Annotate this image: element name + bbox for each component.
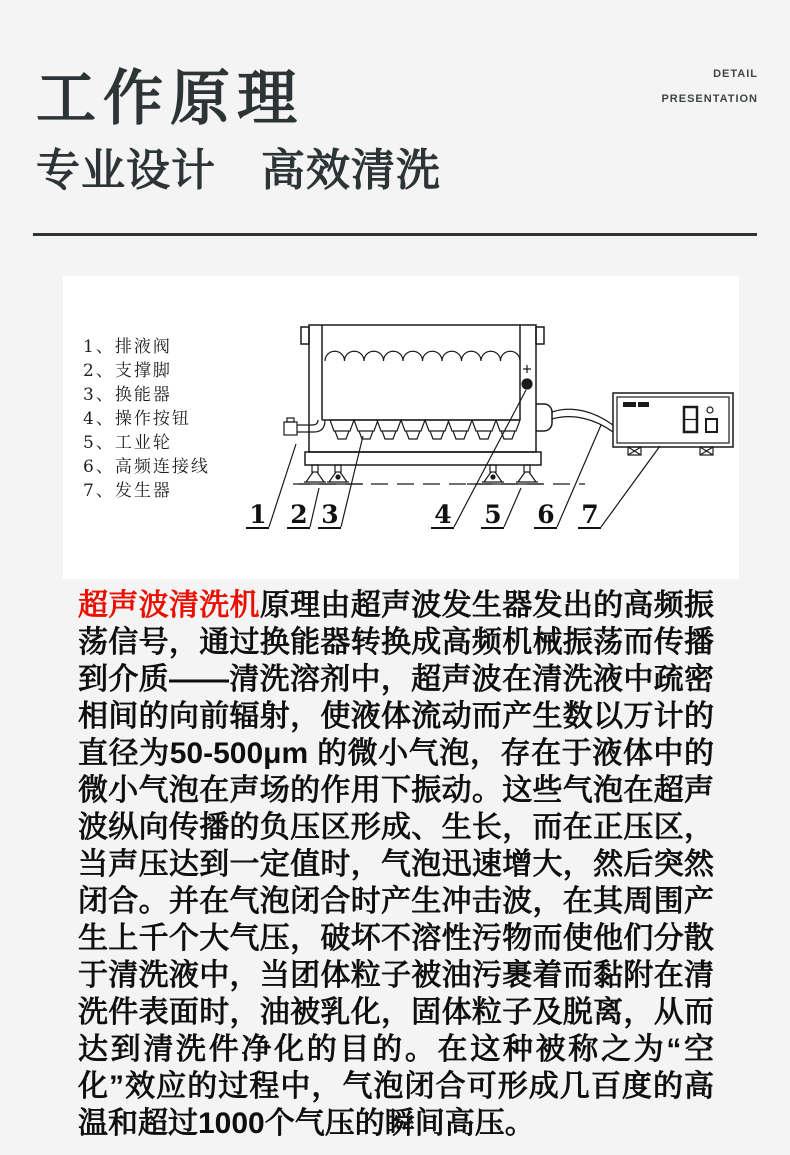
callout-3: 3 (321, 500, 339, 529)
operation-button (522, 365, 532, 389)
wheel-left (335, 474, 340, 479)
page-subtitle: 专业设计 高效清洗 (36, 146, 441, 195)
wheel-right (490, 474, 495, 479)
callout-1: 1 (249, 500, 267, 529)
legend-item-generator: 7、发生器 (83, 481, 172, 501)
callout-7: 7 (581, 500, 599, 529)
power-switch (706, 419, 717, 432)
support-feet (293, 465, 585, 484)
generator-feet (628, 447, 713, 455)
liquid-wave-line (325, 351, 520, 361)
detail-presentation-tag (661, 62, 758, 112)
article-body-text: 原理由超声波发生器发出的高频振荡信号，通过换能器转换成高频机械振荡而传播到介质——清洗溶剂中，超声波在清洗液中疏密相间的向前辐射，使液体流动而产生数以万计的直径为50-500μm 的微小气泡，存在于液体中的微小气泡在声场的作用下振动。这些气泡在超声波纵向传播的负压区形成、生长，而在正压区，当声压达到一定值时，气泡迅速增大，然后突然闭合。并在气泡闭合时产生冲击波，在其周围产生上千个大气压，破坏不溶性污物而使他们分散于清洗液中，当团体粒子被油污裹着而黏附在清洗件表面时，油被乳化，固体粒子及脱离，从而达到清洗件净化的目的。在这种被称之为“空化”效应的过程中，气泡闭合可形成几百度的高温和超过1000个气压的瞬间高压。 (78, 589, 715, 1140)
principle-paragraph (78, 587, 714, 1142)
callout-6: 6 (537, 500, 555, 529)
legend-item-control-button: 4、操作按钮 (83, 409, 191, 429)
generator-display (684, 407, 697, 432)
callout-numbers (246, 500, 601, 529)
callout-2: 2 (290, 500, 308, 529)
hf-cable (536, 404, 613, 432)
drain-valve (284, 418, 325, 435)
generator-brand-mark (623, 402, 636, 407)
generator-box (613, 393, 733, 455)
tag-line-2: PRESENTATION (661, 93, 758, 105)
divider-line (33, 233, 757, 236)
indicator-light (707, 407, 713, 413)
page-title: 工作原理 (36, 65, 304, 132)
ultrasonic-cleaner-diagram (63, 276, 739, 579)
tag-line-1: DETAIL (713, 68, 758, 80)
legend-item-support-foot: 2、支撑脚 (83, 361, 172, 381)
callout-5: 5 (484, 500, 502, 529)
legend-item-industrial-wheel: 5、工业轮 (83, 433, 172, 453)
legend-item-drain-valve: 1、排液阀 (83, 337, 172, 357)
legend-item-transducer: 3、换能器 (83, 385, 172, 405)
callout-4: 4 (434, 500, 452, 529)
legend-item-hf-cable: 6、高频连接线 (83, 457, 210, 477)
diagram-panel (63, 276, 739, 579)
tank-drawing (301, 325, 544, 465)
transducers-row (330, 420, 520, 439)
highlight-term: 超声波清洗机 (78, 589, 260, 622)
